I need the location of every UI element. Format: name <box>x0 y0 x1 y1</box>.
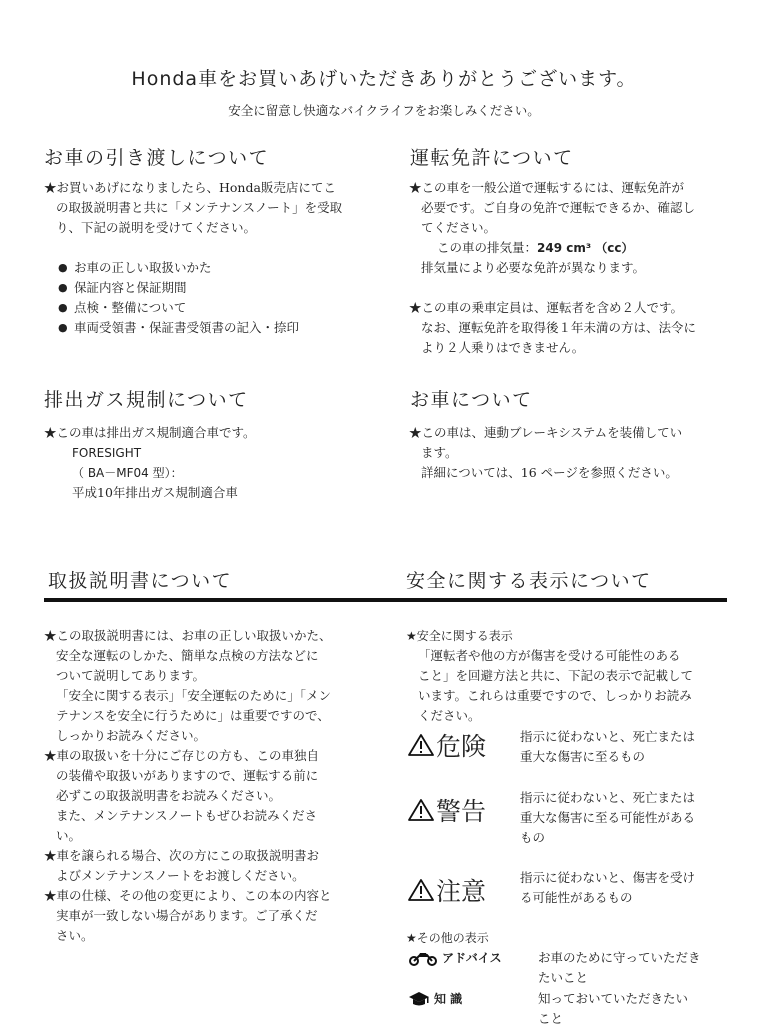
advice-line: お車のために守っていただき <box>538 950 701 965</box>
manual-line: よびメンテナンスノートをお渡しください。 <box>56 868 305 883</box>
safety-heading: 安全に関する表示について <box>406 570 652 592</box>
manual-line: また、メンテナンスノートもぜひお読みくださ <box>56 808 318 823</box>
knowledge-line: こと <box>538 1011 564 1026</box>
advice-line: たいこと <box>538 970 589 985</box>
warning-triangle-icon <box>408 878 434 902</box>
danger-description <box>520 727 728 767</box>
signal-danger <box>408 727 728 767</box>
license-line: 排気量により必要な免許が異なります。 <box>421 260 646 275</box>
vehicle-heading: お車について <box>410 389 533 411</box>
danger-line: 重大な傷害に至るもの <box>520 749 646 764</box>
manual-line: テナンスを安全に行うために」は重要ですので、 <box>56 708 330 723</box>
vehicle-line: 詳細については、16 ページを参照ください。 <box>421 465 678 480</box>
warning-line: 重大な傷害に至る可能性がある <box>520 810 696 825</box>
safety-intro <box>406 626 741 726</box>
advice-description <box>538 948 728 988</box>
manual-line: い。 <box>56 828 82 843</box>
safety-intro-title: ★安全に関する表示 <box>406 629 513 643</box>
caution-word: 注意 <box>436 877 487 906</box>
delivery-line: の取扱説明書と共に「メンテナンスノート」を受取 <box>56 200 343 215</box>
safety-line: こと」を回避方法と共に、下記の表示で記載して <box>418 668 694 683</box>
license-line: ★この車の乗車定員は、運転者を含め２人です。 <box>409 300 684 315</box>
displacement-value: 249 cm³ （cc） <box>537 241 634 255</box>
knowledge-label: 知 識 <box>434 992 463 1006</box>
delivery-line: ★お買いあげになりましたら、Honda販売店にてこ <box>44 180 336 195</box>
signal-caution <box>408 868 728 908</box>
manual-line: ついて説明してあります。 <box>56 668 206 683</box>
delivery-bullet-list <box>44 258 389 338</box>
emission-line: ★この車は排出ガス規制適合車です。 <box>44 425 256 440</box>
delivery-section <box>44 178 389 338</box>
vehicle-line: ★この車は、連動ブレーキシステムを装備してい <box>409 425 683 440</box>
danger-word: 危険 <box>436 732 487 761</box>
caution-line: 指示に従わないと、傷害を受け <box>520 870 696 885</box>
emission-section <box>44 423 389 503</box>
warning-description <box>520 788 728 848</box>
safety-line: います。これらは重要ですので、しっかりお読み <box>418 688 692 703</box>
caution-signal-word <box>408 872 520 908</box>
warning-triangle-icon <box>408 733 434 757</box>
advice-label: アドバイス <box>442 951 502 965</box>
vehicle-section <box>409 423 739 483</box>
emission-heading: 排出ガス規制について <box>44 389 249 411</box>
license-line: ★この車を一般公道で運転するには、運転免許が <box>409 180 685 195</box>
list-item: ● 点検・整備について <box>58 298 389 318</box>
warning-signal-word <box>408 792 520 828</box>
delivery-line: り、下記の説明を受けてください。 <box>56 220 257 235</box>
signal-warning <box>408 788 728 848</box>
license-line: てください。 <box>421 220 497 235</box>
safety-line: 「運転者や他の方が傷害を受ける可能性のある <box>418 648 681 663</box>
list-item: ● 保証内容と保証期間 <box>58 278 389 298</box>
knowledge-label-group <box>408 989 538 1009</box>
model-code: （ BA－MF04 型）： <box>72 466 183 480</box>
vehicle-line: ます。 <box>421 445 458 460</box>
displacement-line <box>409 238 739 258</box>
danger-signal-word <box>408 727 520 763</box>
displacement-label: この車の排気量： <box>437 240 538 255</box>
list-item: ● 車両受領書・保証書受領書の記入・捺印 <box>58 318 389 338</box>
caution-line: る可能性があるもの <box>520 890 633 905</box>
list-item: ● お車の正しい取扱いかた <box>58 258 389 278</box>
page-title: Honda車をお買いあげいただきありがとうございます。 <box>131 68 637 90</box>
manual-line: の装備や取扱いがありますので、運転する前に <box>56 768 319 783</box>
emission-line: 平成10年排出ガス規制適合車 <box>72 485 238 500</box>
manual-heading: 取扱説明書について <box>48 570 233 592</box>
other-advice <box>408 948 728 988</box>
license-heading: 運転免許について <box>410 147 574 169</box>
manual-line: 必ずこの取扱説明書をお読みください。 <box>56 788 282 803</box>
manual-section <box>44 626 384 946</box>
manual-line: ★車を譲られる場合、次の方にこの取扱説明書お <box>44 848 320 863</box>
license-line: なお、運転免許を取得後１年未満の方は、法令に <box>421 320 697 335</box>
page-subtitle: 安全に留意し快適なバイクライフをお楽しみください。 <box>228 103 540 118</box>
knowledge-line: 知っておいていただきたい <box>538 991 689 1006</box>
manual-line: 安全な運転のしかた、簡単な点検の方法などに <box>56 648 319 663</box>
danger-line: 指示に従わないと、死亡または <box>520 729 696 744</box>
manual-line: ★車の取扱いを十分にご存じの方も、この車独自 <box>44 748 320 763</box>
motorcycle-icon <box>408 950 438 966</box>
graduation-cap-icon <box>408 991 430 1007</box>
section-divider <box>44 598 727 602</box>
manual-line: 「安全に関する表示」「安全運転のために」「メン <box>56 688 332 703</box>
manual-line: 実車が一致しない場合があります。ご了承くだ <box>56 908 318 923</box>
warning-line: 指示に従わないと、死亡または <box>520 790 696 805</box>
manual-line: ★この取扱説明書には、お車の正しい取扱いかた、 <box>44 628 332 643</box>
model-name: FORESIGHT <box>72 446 142 460</box>
warning-word: 警告 <box>436 797 487 826</box>
license-line: 必要です。ご自身の免許で運転できるか、確認し <box>421 200 696 215</box>
warning-triangle-icon <box>408 798 434 822</box>
manual-line: ★車の仕様、その他の変更により、この本の内容と <box>44 888 332 903</box>
license-section <box>409 178 739 358</box>
manual-line: しっかりお読みください。 <box>56 728 207 743</box>
safety-line: ください。 <box>418 708 481 723</box>
delivery-heading: お車の引き渡しについて <box>44 147 270 169</box>
license-line: より２人乗りはできません。 <box>421 340 585 355</box>
manual-line: さい。 <box>56 928 94 943</box>
knowledge-description <box>538 989 728 1029</box>
caution-description <box>520 868 728 908</box>
warning-line: もの <box>520 830 546 845</box>
other-title: ★その他の表示 <box>406 931 489 945</box>
advice-label-group <box>408 948 538 968</box>
other-knowledge <box>408 989 728 1029</box>
